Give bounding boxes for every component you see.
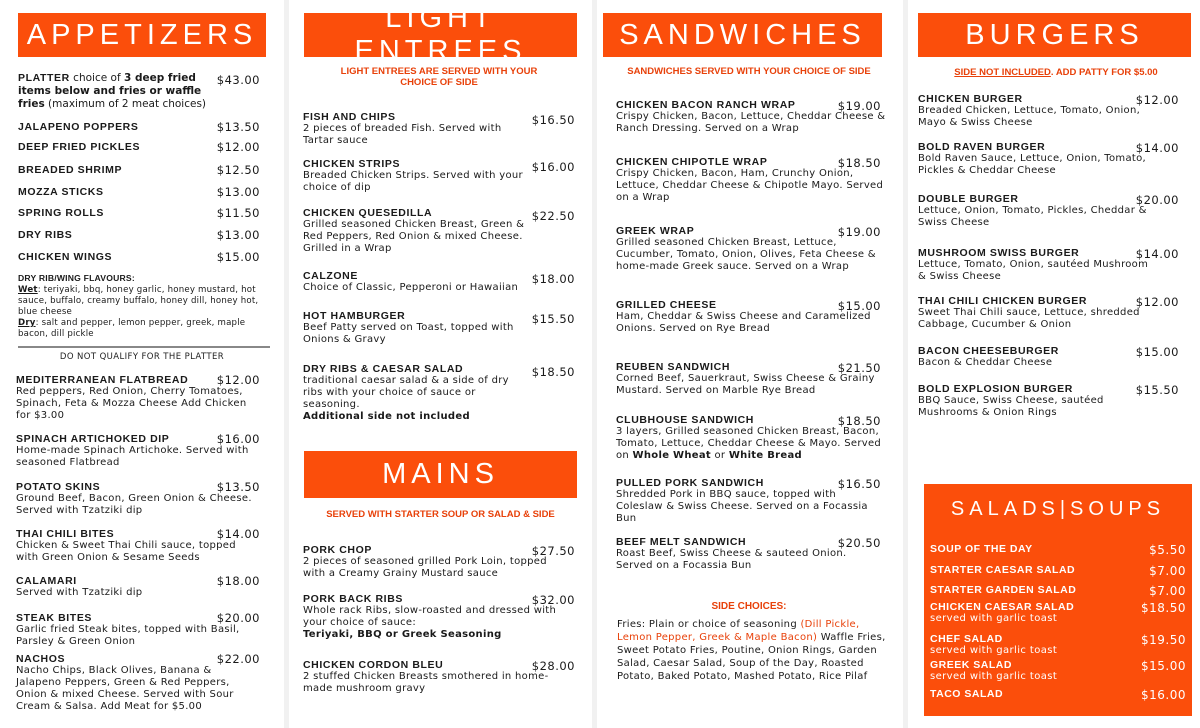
appetizer-item-name: NACHOS (16, 653, 66, 665)
burger-item-price: $14.00 (1135, 247, 1179, 261)
salad-item (930, 543, 1186, 555)
appetizer-item-price: $12.00 (216, 140, 260, 154)
burger-item-desc-text: Breaded Chicken, Lettuce, Tomato, Onion, Mayo & Swiss Cheese (918, 105, 1141, 128)
salad-item-price: $7.00 (1149, 584, 1186, 598)
sandwich-item-desc-text: Shredded Pork in BBQ sauce, topped with Coleslaw & Swiss Cheese. Served on a Focassia Bun (616, 489, 868, 524)
sandwich-item-desc-text: 3 layers, Grilled seasoned Chicken Breast, Bacon, Tomato, Lettuce, Cheddar Cheese & Mayo. Served on (616, 426, 882, 461)
main-item-desc-text: 2 stuffed Chicken Breasts smothered in home-made mushroom gravy (303, 671, 549, 694)
sandwich-item-price: $16.50 (837, 477, 881, 491)
burger-item (918, 295, 1150, 331)
burger-item-name: DOUBLE BURGER (918, 193, 1019, 205)
sandwich-item-desc (616, 548, 886, 572)
appetizer-item-price: $13.00 (216, 185, 260, 199)
light-entree-item-desc-text: Choice of Classic, Pepperoni or Hawaiian (303, 282, 519, 293)
sandwich-item-desc-text: Roast Beef, Swiss Cheese & sauteed Onion. Served on a Focassia Bun (616, 548, 847, 571)
appetizer-item-name: CALAMARI (16, 575, 77, 587)
mains-header (304, 451, 577, 498)
burger-item-desc (918, 395, 1150, 419)
salad-item-name: SOUP OF THE DAY (930, 543, 1033, 555)
flavours-block (18, 273, 266, 340)
platter-desc-b: 3 deep fried items below and fries or waffle fries (18, 72, 202, 110)
light-entree-item-desc-text: 2 pieces of breaded Fish. Served with Tartar sauce (303, 123, 502, 146)
burger-item (918, 141, 1150, 177)
appetizer-item-price: $20.00 (216, 611, 260, 625)
appetizer-item-price: $14.00 (216, 527, 260, 541)
burger-item-name: MUSHROOM SWISS BURGER (918, 247, 1080, 259)
burgers-header (918, 13, 1191, 57)
sandwich-item-desc (616, 373, 886, 397)
sandwich-item-name: CLUBHOUSE SANDWICH (616, 414, 754, 426)
sandwich-item-price: $18.50 (837, 156, 881, 170)
burgers-title: BURGERS (965, 18, 1144, 51)
sandwich-item-name: GREEK WRAP (616, 225, 695, 237)
platter-name: PLATTER (18, 72, 70, 84)
flavours-wet-label: Wet (18, 285, 38, 295)
appetizer-item-desc (16, 493, 256, 517)
appetizers-panel (0, 0, 284, 728)
light-entree-item-name: FISH AND CHIPS (303, 111, 396, 123)
light-mains-panel (289, 0, 592, 728)
burger-item-price: $12.00 (1135, 295, 1179, 309)
appetizer-item-price: $22.00 (216, 652, 260, 666)
appetizer-item-price: $13.50 (216, 120, 260, 134)
appetizer-item-price: $16.00 (216, 432, 260, 446)
burger-item-price: $15.00 (1135, 345, 1179, 359)
sandwich-item-desc (616, 311, 886, 335)
light-entree-item-name: CHICKEN QUESEDILLA (303, 207, 433, 219)
salad-item-price: $19.50 (1141, 633, 1186, 647)
light-entree-item-price: $16.50 (531, 113, 575, 127)
sandwiches-note: SANDWICHES SERVED WITH YOUR CHOICE OF SIDE (627, 66, 871, 77)
light-entree-item (303, 310, 531, 346)
light-entree-item-name: DRY RIBS & CAESAR SALAD (303, 363, 464, 375)
salad-item-price: $5.50 (1149, 543, 1186, 557)
appetizer-item-desc (16, 587, 256, 599)
light-entree-item-desc (303, 375, 531, 423)
salad-item-price: $16.00 (1141, 688, 1186, 702)
sandwich-item-price: $19.00 (837, 99, 881, 113)
salad-item (930, 659, 1186, 682)
sandwich-item-name: CHICKEN BACON RANCH WRAP (616, 99, 796, 111)
appetizer-item-desc-text: Chicken & Sweet Thai Chili sauce, topped with Green Onion & Sesame Seeds (16, 540, 236, 563)
appetizer-item-name: MEDITERRANEAN FLATBREAD (16, 374, 189, 386)
light-entree-item-desc (303, 123, 531, 147)
sandwich-item-price: $20.50 (837, 536, 881, 550)
appetizer-item-price: $15.00 (216, 250, 260, 264)
sandwich-item-price: $15.00 (837, 299, 881, 313)
light-entrees-title: LIGHT ENTREES (354, 2, 527, 67)
main-item-name: CHICKEN CORDON BLEU (303, 659, 444, 671)
light-entree-item-desc-text: traditional caesar salad & a side of dry ribs with your choice of sauce or seasoning. (303, 375, 509, 410)
burger-item (918, 193, 1150, 229)
salads-soups-box (924, 484, 1192, 716)
light-entree-item-desc-bold: Additional side not included (303, 411, 470, 422)
salad-item-name: CHICKEN CAESAR SALAD (930, 601, 1075, 613)
salad-item-desc: served with garlic toast (930, 613, 1058, 624)
burger-item-name: CHICKEN BURGER (918, 93, 1023, 105)
sandwich-item-price: $21.50 (837, 361, 881, 375)
burger-item-desc (918, 153, 1150, 177)
platter-item (18, 72, 218, 111)
mains-note: SERVED WITH STARTER SOUP OR SALAD & SIDE (326, 509, 555, 520)
appetizer-item-name: JALAPENO POPPERS (18, 121, 139, 133)
appetizer-item-desc-text: Red peppers, Red Onion, Cherry Tomatoes, Spinach, Feta & Mozza Cheese Add Chicken for $3.00 (16, 386, 247, 421)
appetizer-item-name: SPRING ROLLS (18, 207, 104, 219)
light-entree-item (303, 363, 531, 423)
light-entree-item-desc-text: Breaded Chicken Strips. Served with your choice of dip (303, 170, 523, 193)
appetizers-header (18, 13, 266, 57)
platter-price: $43.00 (216, 73, 260, 87)
light-entree-item-name: HOT HAMBURGER (303, 310, 406, 322)
light-entree-item-price: $15.50 (531, 312, 575, 326)
salad-item (930, 601, 1186, 624)
burger-item-name: BOLD RAVEN BURGER (918, 141, 1046, 153)
sandwich-item-name: PULLED PORK SANDWICH (616, 477, 764, 489)
sandwich-item-desc-text: Crispy Chicken, Bacon, Ham, Crunchy Onion, Lettuce, Cheddar Cheese & Chipotle Mayo. Served on a Wrap (616, 168, 884, 203)
flavours-heading: DRY RIB/WING FLAVOURS: (18, 273, 135, 283)
side-choices-rest: Waffle Fries, Sweet Potato Fries, Poutine, Onion Rings, Garden Salad, Caesar Salad, Soup of the Day, Roasted Potato, Baked Potato, Mashed Potato, Rice Pilaf (617, 632, 886, 682)
burgers-note-underlined: SIDE NOT INCLUDED (954, 67, 1051, 78)
sandwiches-title: SANDWICHES (619, 18, 866, 51)
side-choices-title: SIDE CHOICES: (711, 601, 787, 612)
burger-item-name: BACON CHEESEBURGER (918, 345, 1059, 357)
sandwiches-panel (597, 0, 903, 728)
burger-item-desc (918, 357, 1150, 369)
main-item-desc-bold: Teriyaki, BBQ or Greek Seasoning (303, 629, 502, 640)
sandwich-item-desc-text: Grilled seasoned Chicken Breast, Lettuce, Cucumber, Tomato, Onion, Olives, Feta Cheese & home-made Greek sauce. Served on a Wrap (616, 237, 876, 272)
salad-item-name: GREEK SALAD (930, 659, 1012, 671)
appetizer-item-price: $13.00 (216, 228, 260, 242)
salad-item-price: $18.50 (1141, 601, 1186, 615)
appetizer-item-name: POTATO SKINS (16, 481, 101, 493)
light-entree-item (303, 158, 531, 194)
sandwich-item-name: CHICKEN CHIPOTLE WRAP (616, 156, 768, 168)
salad-item-name: TACO SALAD (930, 688, 1004, 700)
appetizer-item-desc (16, 624, 256, 648)
appetizer-item-desc-text: Ground Beef, Bacon, Green Onion & Cheese. Served with Tzatziki dip (16, 493, 252, 516)
sandwich-item-price: $19.00 (837, 225, 881, 239)
salad-item (930, 564, 1186, 576)
appetizer-item-desc-text: Garlic fried Steak bites, topped with Basil, Parsley & Green Onion (16, 624, 240, 647)
side-choices-seasoning: (Dill Pickle, Lemon Pepper, Greek & Maple Bacon) (617, 619, 860, 643)
burger-item-desc-text: Sweet Thai Chili sauce, Lettuce, shredded Cabbage, Cucumber & Onion (918, 307, 1140, 330)
burger-item-desc-text: Bold Raven Sauce, Lettuce, Onion, Tomato, Pickles & Cheddar Cheese (918, 153, 1146, 176)
salad-item-desc: served with garlic toast (930, 671, 1058, 682)
burger-item-price: $12.00 (1135, 93, 1179, 107)
main-item-name: PORK CHOP (303, 544, 372, 556)
burger-item-desc (918, 205, 1150, 229)
appetizer-item-name: CHICKEN WINGS (18, 251, 113, 263)
sandwich-item-name: GRILLED CHEESE (616, 299, 717, 311)
mains-title: MAINS (382, 458, 499, 490)
appetizer-item-name: SPINACH ARTICHOKED DIP (16, 433, 170, 445)
main-item-desc-text: 2 pieces of seasoned grilled Pork Loin, topped with a Creamy Grainy Mustard sauce (303, 556, 547, 579)
platter-desc-a: choice of (69, 72, 124, 84)
salad-item-price: $7.00 (1149, 564, 1186, 578)
appetizer-item-desc-text: Served with Tzatziki dip (16, 587, 143, 598)
main-item-price: $32.00 (531, 593, 575, 607)
appetizer-item-desc (16, 445, 256, 469)
burgers-note (918, 67, 1194, 78)
burger-item-desc-text: Lettuce, Tomato, Onion, sautéed Mushroom & Swiss Cheese (918, 259, 1149, 282)
light-entree-item-desc (303, 322, 531, 346)
salad-item-price: $15.00 (1141, 659, 1186, 673)
appetizer-item-name: STEAK BITES (16, 612, 93, 624)
sandwich-item-desc (616, 426, 886, 462)
appetizer-item-name: THAI CHILI BITES (16, 528, 115, 540)
salad-item (930, 633, 1186, 656)
main-item-desc (303, 605, 565, 641)
platter-desc-c: (maximum of 2 meat choices) (44, 98, 207, 110)
desc-bold-1: Whole Wheat (632, 450, 712, 461)
burger-item-desc-text: BBQ Sauce, Swiss Cheese, sautéed Mushrooms & Onion Rings (918, 395, 1104, 418)
sandwich-item-desc-text: Corned Beef, Sauerkraut, Swiss Cheese & Grainy Mustard. Served on Marble Rye Bread (616, 373, 875, 396)
flavours-dry-text: : salt and pepper, lemon pepper, greek, maple bacon, dill pickle (18, 318, 246, 339)
burger-item-desc (918, 307, 1150, 331)
side-choices-lead: Fries: Plain or choice of seasoning (617, 619, 801, 630)
main-item-desc (303, 671, 565, 695)
light-entree-item-desc (303, 282, 531, 294)
burger-item (918, 383, 1150, 419)
burger-item-desc-text: Bacon & Cheddar Cheese (918, 357, 1053, 368)
main-item-desc (303, 556, 565, 580)
main-item-desc-text: Whole rack Ribs, slow-roasted and dressed with your choice of sauce: (303, 605, 557, 628)
appetizer-item-price: $11.50 (216, 206, 260, 220)
salad-item (930, 584, 1186, 596)
appetizer-item-name: MOZZA STICKS (18, 186, 104, 198)
burger-item (918, 247, 1150, 283)
light-entree-item-price: $16.00 (531, 160, 575, 174)
burger-item-price: $20.00 (1135, 193, 1179, 207)
appetizers-divider (18, 346, 270, 348)
salad-item-name: CHEF SALAD (930, 633, 1003, 645)
main-item-name: PORK BACK RIBS (303, 593, 403, 605)
sandwich-item-price: $18.50 (837, 414, 881, 428)
light-entree-item-name: CALZONE (303, 270, 358, 282)
light-entree-item (303, 207, 531, 255)
sandwich-item-name: REUBEN SANDWICH (616, 361, 730, 373)
light-entree-item-price: $18.00 (531, 272, 575, 286)
sandwiches-header (603, 13, 882, 57)
appetizer-item-price: $18.00 (216, 574, 260, 588)
appetizer-item-price: $12.50 (216, 163, 260, 177)
salad-item (930, 688, 1186, 700)
appetizer-item-desc-text: Home-made Spinach Artichoke. Served with seasoned Flatbread (16, 445, 249, 468)
light-entree-item (303, 111, 531, 147)
sandwich-item-desc-text: Crispy Chicken, Bacon, Lettuce, Cheddar Cheese & Ranch Dressing. Served on a Wrap (616, 111, 886, 134)
flavours-dry-label: Dry (18, 318, 36, 328)
light-entree-item-price: $22.50 (531, 209, 575, 223)
appetizers-title: APPETIZERS (26, 18, 258, 51)
light-entree-item (303, 270, 531, 294)
light-entree-item-price: $18.50 (531, 365, 575, 379)
appetizer-item-name: DEEP FRIED PICKLES (18, 141, 141, 153)
burger-item-desc (918, 105, 1150, 129)
salad-item-name: STARTER GARDEN SALAD (930, 584, 1077, 596)
burger-item-price: $15.50 (1135, 383, 1179, 397)
light-entree-item-desc (303, 219, 531, 255)
light-entrees-note: LIGHT ENTREES ARE SERVED WITH YOUR CHOICE OF SIDE (340, 66, 538, 88)
burger-item-price: $14.00 (1135, 141, 1179, 155)
appetizer-item-desc (16, 540, 256, 564)
burger-item-name: THAI CHILI CHICKEN BURGER (918, 295, 1087, 307)
appetizer-item-price: $12.00 (216, 373, 260, 387)
sandwich-item-desc (616, 237, 886, 273)
salad-item-desc: served with garlic toast (930, 645, 1058, 656)
appetizer-item-desc (16, 665, 256, 713)
appetizer-item-desc-text: Nacho Chips, Black Olives, Banana & Jalapeno Peppers, Green & Red Peppers, Onion & mixed Cheese. Served with Sour Cream & Salsa. Add Meat for $5.00 (16, 665, 234, 712)
burger-item-name: BOLD EXPLOSION BURGER (918, 383, 1073, 395)
salad-item-name: STARTER CAESAR SALAD (930, 564, 1076, 576)
not-qualify-note: DO NOT QUALIFY FOR THE PLATTER (59, 352, 225, 362)
burger-item-desc (918, 259, 1150, 283)
sandwich-item-desc (616, 489, 886, 525)
appetizer-item-price: $13.50 (216, 480, 260, 494)
flavours-wet-text: : teriyaki, bbq, honey garlic, honey mustard, hot sauce, buffalo, creamy buffalo, honey dill, honey hot, blue cheese (18, 285, 259, 317)
appetizer-item-desc (16, 386, 256, 422)
desc-bold-2: White Bread (728, 450, 802, 461)
sandwich-item-name: BEEF MELT SANDWICH (616, 536, 747, 548)
light-entree-item-desc-text: Grilled seasoned Chicken Breast, Green & Red Peppers, Red Onion & mixed Cheese. Grilled in a Wrap (303, 219, 525, 254)
sandwich-item-desc-text: Ham, Cheddar & Swiss Cheese and Caramelized Onions. Served on Rye Bread (616, 311, 871, 334)
light-entree-item-desc (303, 170, 531, 194)
sandwich-item-desc (616, 111, 886, 135)
main-item-price: $27.50 (531, 544, 575, 558)
burger-item-desc-text: Lettuce, Onion, Tomato, Pickles, Cheddar & Swiss Cheese (918, 205, 1147, 228)
light-entree-item-desc-text: Beef Patty served on Toast, topped with Onions & Gravy (303, 322, 514, 345)
main-item-price: $28.00 (531, 659, 575, 673)
light-entrees-header (304, 2, 577, 67)
burger-item (918, 345, 1150, 369)
burgers-note-rest: . ADD PATTY FOR $5.00 (1050, 67, 1158, 78)
appetizer-item-name: DRY RIBS (18, 229, 73, 241)
burger-item (918, 93, 1150, 129)
sandwich-item-desc (616, 168, 886, 204)
salads-soups-title: SALADS|SOUPS (950, 498, 1166, 520)
light-entree-item-name: CHICKEN STRIPS (303, 158, 401, 170)
side-choices-text (617, 618, 893, 683)
desc-or: or (711, 450, 729, 461)
appetizer-item-name: BREADED SHRIMP (18, 164, 123, 176)
